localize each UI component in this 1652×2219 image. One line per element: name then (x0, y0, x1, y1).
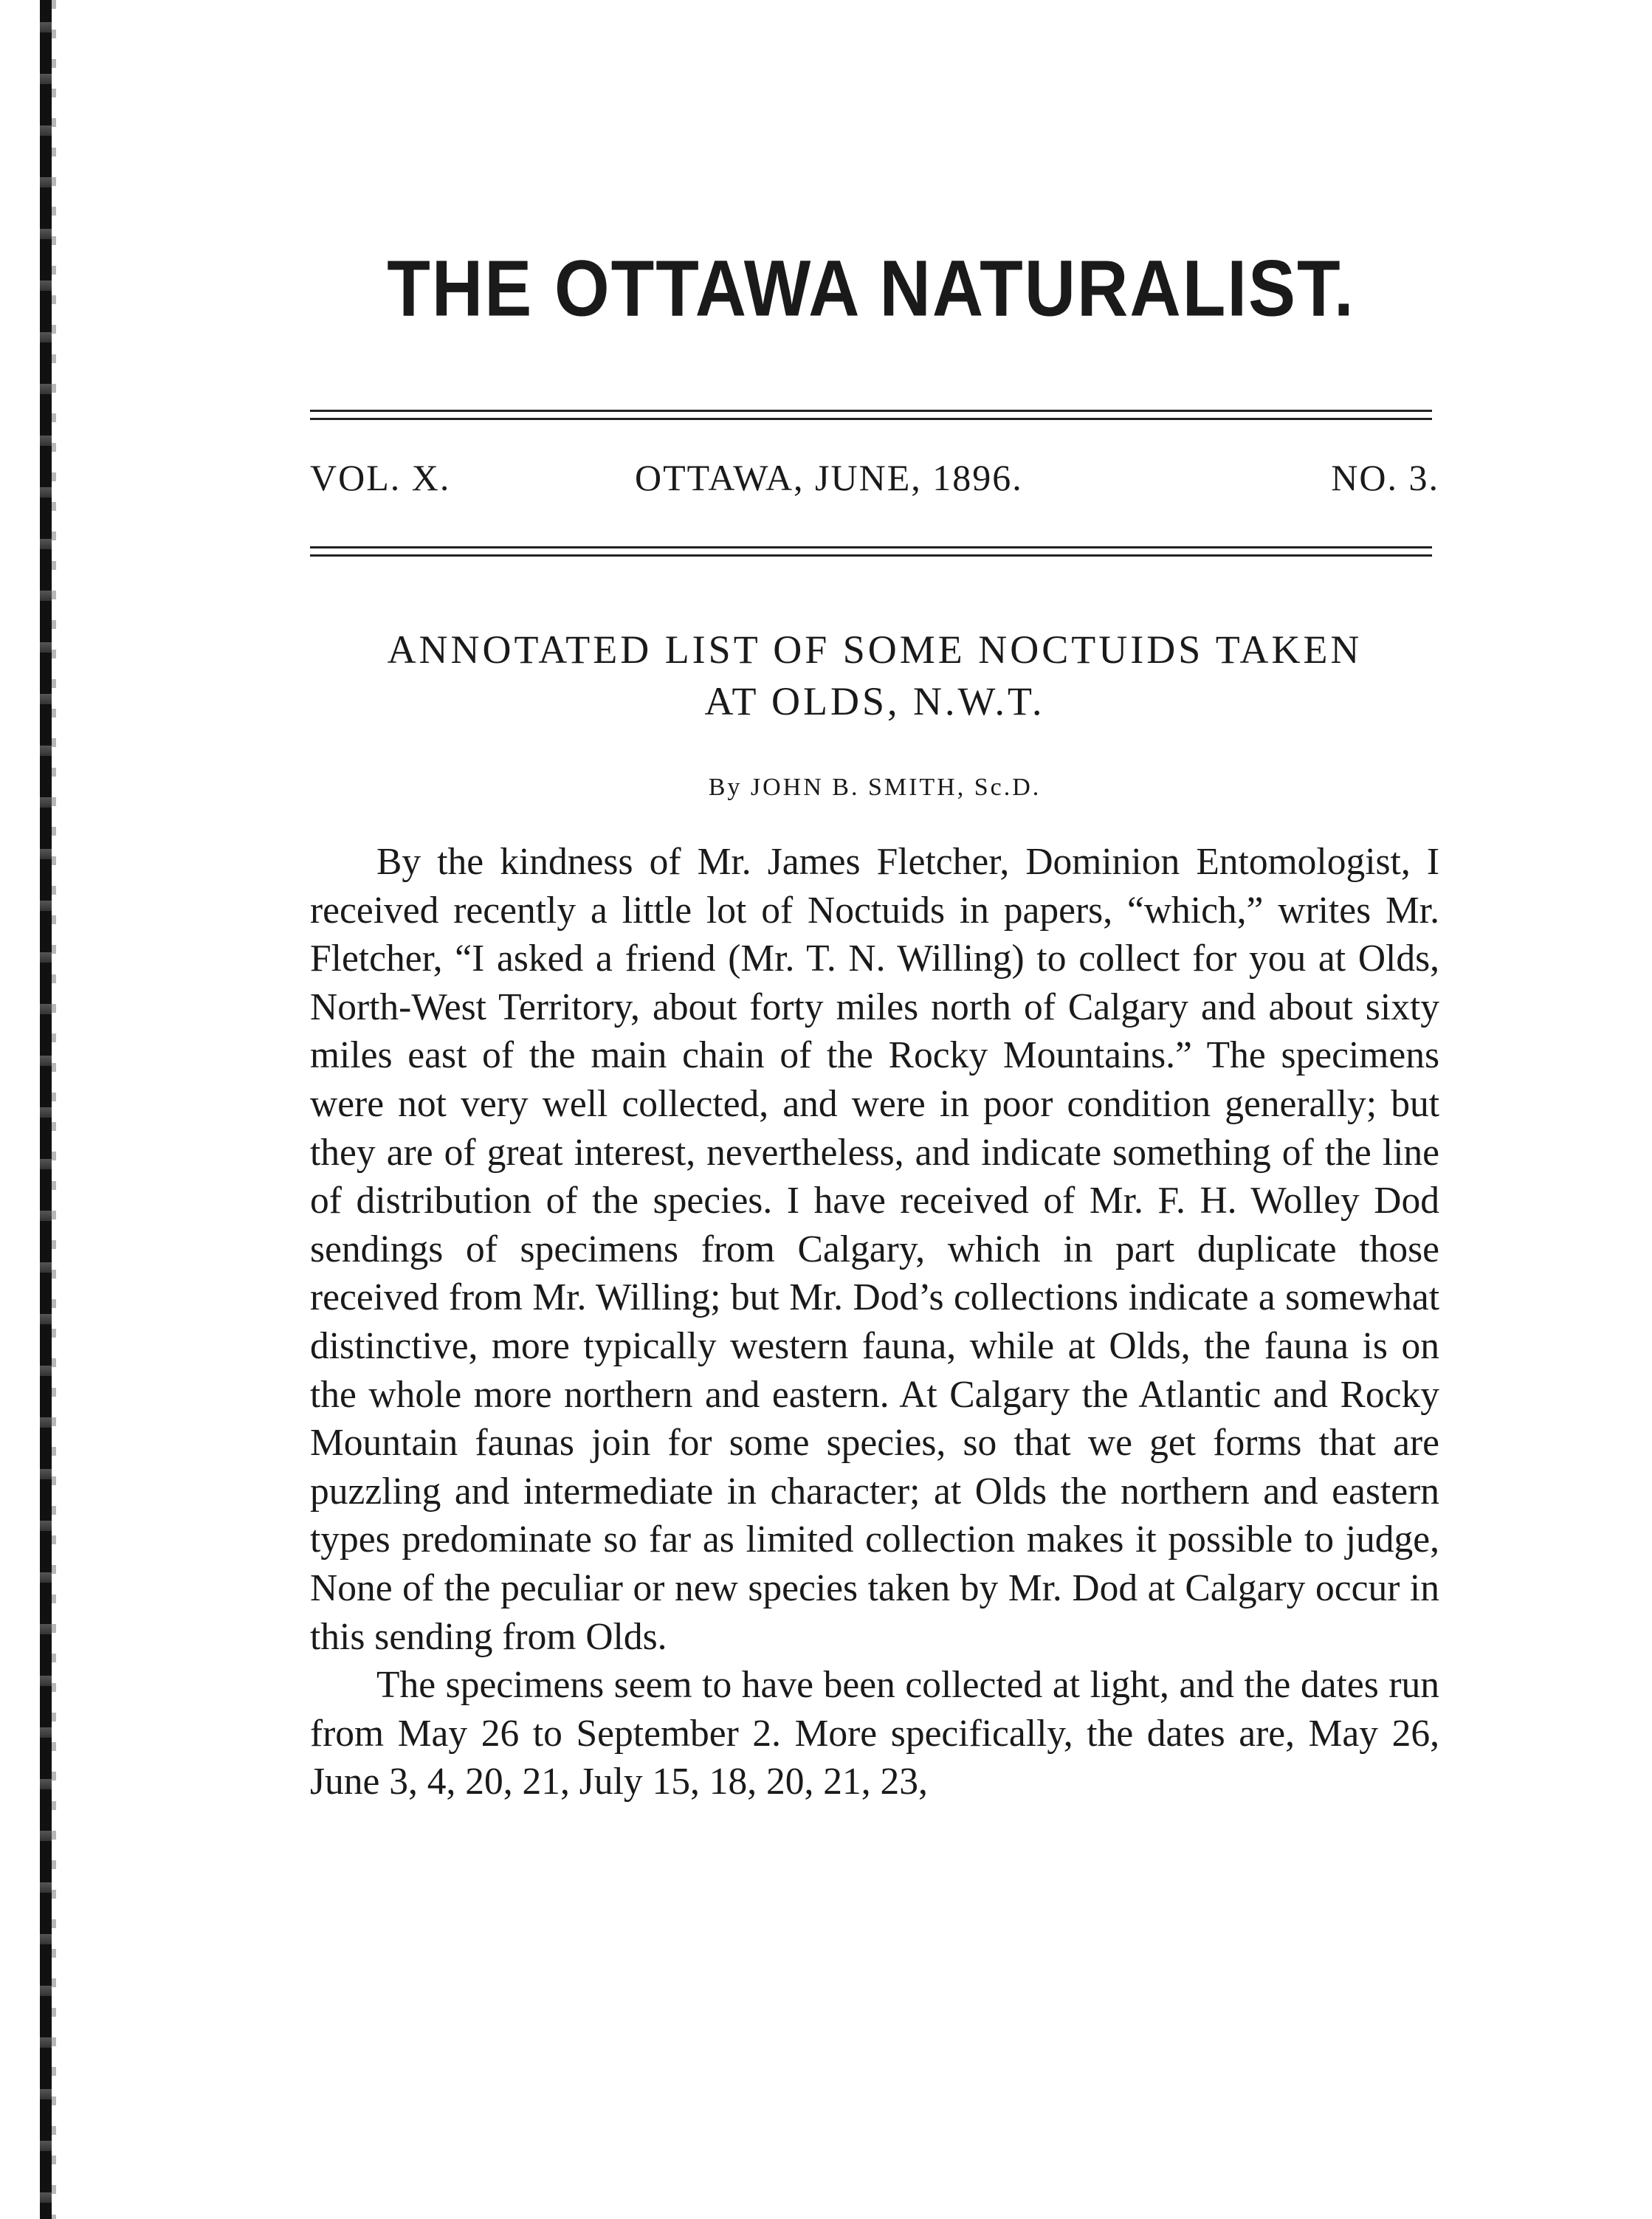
volume-label: VOL. X. (310, 457, 451, 498)
binding-edge-shadow (52, 0, 56, 2219)
article-title-line-1: ANNOTATED LIST OF SOME NOCTUIDS TAKEN (387, 627, 1363, 672)
binding-edge (40, 0, 52, 2219)
journal-title: THE OTTAWA NATURALIST. (387, 244, 1355, 334)
article-title (310, 624, 1439, 727)
issue-place-date: OTTAWA, JUNE, 1896. (635, 457, 1023, 498)
issue-number: NO. 3. (1331, 457, 1439, 498)
article-byline: By JOHN B. SMITH, Sc.D. (708, 774, 1042, 801)
double-rule-bottom (310, 546, 1432, 557)
paragraph-1: By the kindness of Mr. James Fletcher, Dominion Entomologist, I received recently a little lot of Noctuids in papers, “which,” writes Mr. Fletcher, “I asked a friend (Mr. T. N. Willing) to collect for you at Olds, North-West Territory, about forty miles north of Calgary and about sixty miles east of the main chain of the Rocky Mountains.” The specimens were not very well collected, and were in poor condition generally; but they are of great interest, nevertheless, and indicate something of the line of distribution of the species. I have received of Mr. F. H. Wolley Dod sendings of specimens from Calgary, which in part duplicate those received from Mr. Willing; but Mr. Dod’s collections indicate a somewhat distinctive, more typically western fauna, while at Olds, the fauna is on the whole more northern and eastern. At Calgary the Atlantic and Rocky Mountain faunas join for some species, so that we get forms that are puzzling and intermediate in character; at Olds the northern and eastern types predominate so far as limited collection makes it possible to judge, None of the peculiar or new species taken by Mr. Dod at Calgary occur in this sending from Olds. (310, 841, 1439, 1658)
issue-line (310, 456, 1439, 515)
article-body (310, 838, 1439, 1806)
double-rule-top (310, 410, 1432, 420)
paragraph-2: The specimens seem to have been collected at light, and the dates run from May 26 to September 2. More specifically, the dates are, May 26, June 3, 4, 20, 21, July 15, 18, 20, 21, 23, (310, 1664, 1439, 1803)
article-title-line-2: AT OLDS, N.W.T. (704, 679, 1045, 724)
